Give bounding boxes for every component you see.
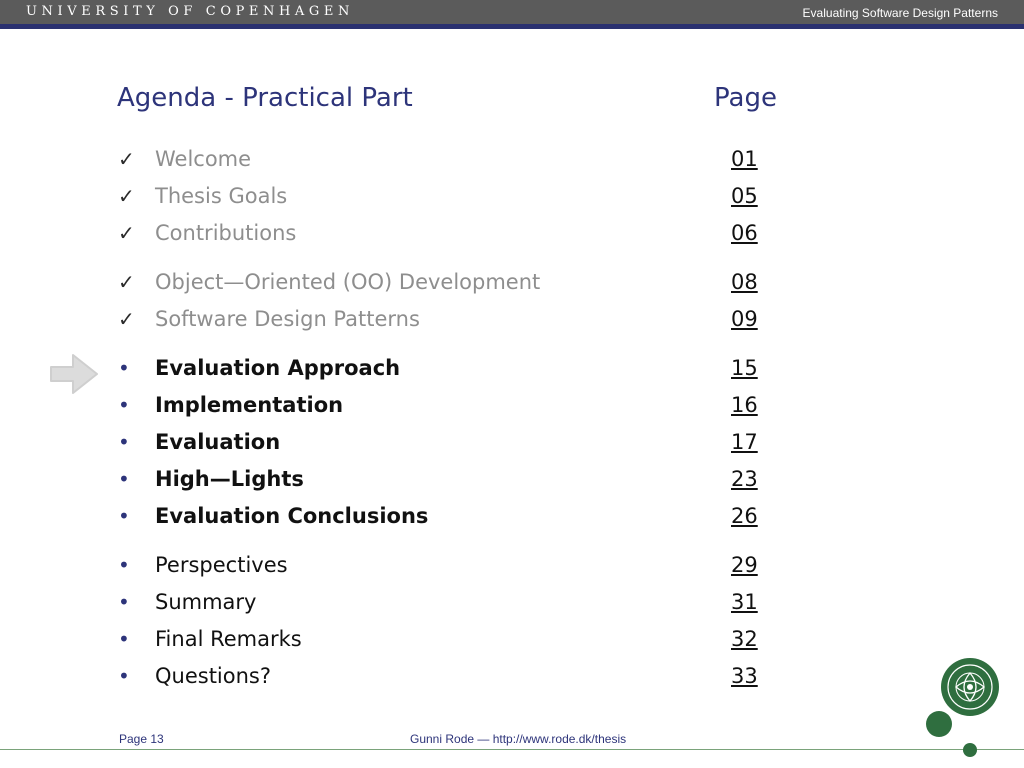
checkmark-icon: ✓: [118, 147, 135, 171]
agenda-item-label: Evaluation: [155, 430, 281, 454]
agenda-page-link[interactable]: 31: [731, 590, 758, 614]
footer-page-number: Page 13: [119, 732, 164, 746]
agenda-page-link[interactable]: 05: [731, 184, 758, 208]
agenda-page-link[interactable]: 23: [731, 467, 758, 491]
agenda-page-link[interactable]: 09: [731, 307, 758, 331]
agenda-page-link[interactable]: 29: [731, 553, 758, 577]
bullet-icon: •: [118, 467, 130, 491]
agenda-item-label: Contributions: [155, 221, 297, 245]
arrow-right-icon: [45, 345, 103, 403]
agenda-item: [0, 307, 1024, 343]
agenda-item-label: Summary: [155, 590, 257, 614]
decor-dot-small: [963, 743, 977, 757]
agenda-item: [0, 147, 1024, 183]
agenda-item-label: Welcome: [155, 147, 252, 171]
checkmark-icon: ✓: [118, 307, 135, 331]
agenda-item: [0, 184, 1024, 220]
agenda-item-label: Questions?: [155, 664, 272, 688]
agenda-item-label: Evaluation Approach: [155, 356, 401, 380]
agenda-item: [0, 393, 1024, 429]
agenda-page-link[interactable]: 06: [731, 221, 758, 245]
agenda-page-link[interactable]: 32: [731, 627, 758, 651]
bullet-icon: •: [118, 553, 130, 577]
agenda-item: [0, 467, 1024, 503]
agenda-page-link[interactable]: 26: [731, 504, 758, 528]
footer-author: Gunni Rode — http://www.rode.dk/thesis: [410, 732, 627, 746]
bullet-icon: •: [118, 356, 130, 380]
bullet-icon: •: [118, 590, 130, 614]
agenda-item-label: Software Design Patterns: [155, 307, 420, 331]
agenda-page-link[interactable]: 15: [731, 356, 758, 380]
agenda-item-label: Object—Oriented (OO) Development: [155, 270, 541, 294]
agenda-item: [0, 553, 1024, 589]
agenda-item-label: Thesis Goals: [155, 184, 288, 208]
page-column-heading: Page: [714, 83, 777, 113]
bullet-icon: •: [118, 504, 130, 528]
bullet-icon: •: [118, 627, 130, 651]
agenda-item: [0, 356, 1024, 392]
agenda-item-label: Evaluation Conclusions: [155, 504, 429, 528]
checkmark-icon: ✓: [118, 184, 135, 208]
agenda-item: [0, 590, 1024, 626]
agenda-item: [0, 504, 1024, 540]
university-name: UNIVERSITY OF COPENHAGEN: [26, 4, 354, 19]
agenda-item: [0, 627, 1024, 663]
agenda-item: [0, 270, 1024, 306]
agenda-item-label: High—Lights: [155, 467, 304, 491]
agenda-item-label: Perspectives: [155, 553, 288, 577]
agenda-item: [0, 664, 1024, 700]
agenda-page-link[interactable]: 16: [731, 393, 758, 417]
checkmark-icon: ✓: [118, 270, 135, 294]
header-bar: [0, 0, 1024, 24]
agenda-item: [0, 430, 1024, 466]
agenda-page-link[interactable]: 17: [731, 430, 758, 454]
agenda-page-link[interactable]: 01: [731, 147, 758, 171]
checkmark-icon: ✓: [118, 221, 135, 245]
agenda-page-link[interactable]: 33: [731, 664, 758, 688]
slide-title: Agenda - Practical Part: [117, 83, 413, 113]
agenda-page-link[interactable]: 08: [731, 270, 758, 294]
header-accent-line: [0, 24, 1024, 29]
university-seal-icon: [940, 657, 1000, 717]
agenda-item-label: Implementation: [155, 393, 344, 417]
agenda-item: [0, 221, 1024, 257]
presentation-title: Evaluating Software Design Patterns: [802, 6, 998, 20]
bullet-icon: •: [118, 664, 130, 688]
agenda-item-label: Final Remarks: [155, 627, 302, 651]
bullet-icon: •: [118, 430, 130, 454]
bullet-icon: •: [118, 393, 130, 417]
decor-dot-large: [926, 711, 952, 737]
footer-line: [0, 749, 1024, 750]
